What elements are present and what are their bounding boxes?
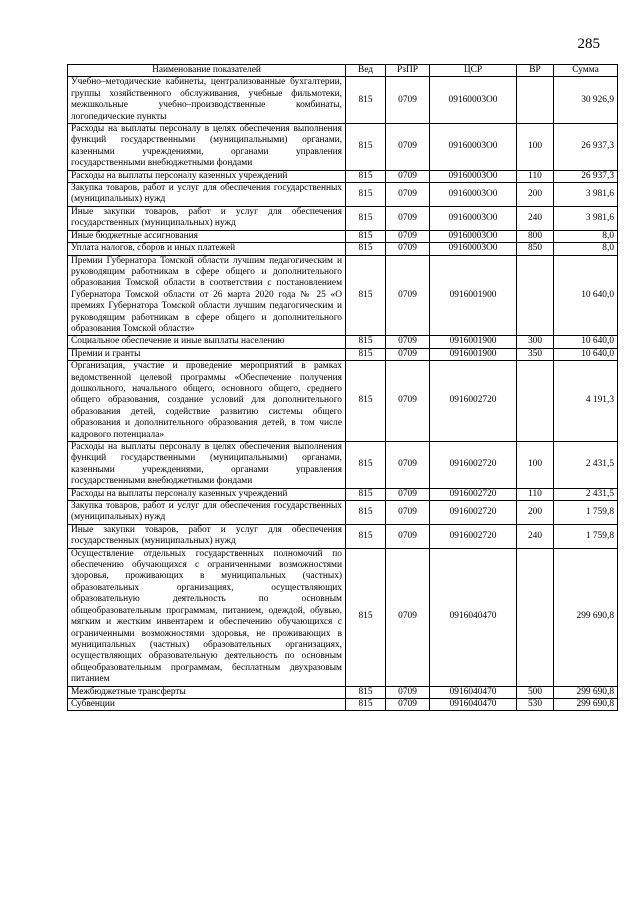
page-number: 285	[577, 36, 600, 52]
row-rzpr-cell: 0709	[386, 686, 430, 698]
table-row	[68, 230, 618, 242]
row-name-cell: Расходы на выплаты персоналу в целях обеспечения выполнения функций государственными (муниципальными) органами, казенными учреждениями, органами управления государственными внебюджетными фондами	[68, 442, 346, 489]
row-rzpr-cell: 0709	[386, 488, 430, 500]
table-row	[68, 548, 618, 686]
row-name-cell: Уплата налогов, сборов и иных платежей	[68, 243, 346, 255]
row-vr-cell: 200	[517, 183, 554, 207]
table-row	[68, 170, 618, 182]
row-ved-cell: 815	[346, 698, 386, 710]
row-sum-cell: 1 759,8	[554, 524, 618, 548]
row-rzpr-cell: 0709	[386, 124, 430, 171]
row-sum-cell: 30 926,9	[554, 77, 618, 124]
table-row	[68, 243, 618, 255]
row-ved-cell: 815	[346, 124, 386, 171]
row-rzpr-cell: 0709	[386, 230, 430, 242]
row-ved-cell: 815	[346, 243, 386, 255]
row-ved-cell: 815	[346, 336, 386, 348]
row-ved-cell: 815	[346, 442, 386, 489]
row-rzpr-cell: 0709	[386, 336, 430, 348]
row-name-cell: Иные бюджетные ассигнования	[68, 230, 346, 242]
row-name-cell: Субвенции	[68, 698, 346, 710]
row-vr-cell	[517, 255, 554, 336]
row-sum-cell: 1 759,8	[554, 501, 618, 525]
row-ved-cell: 815	[346, 206, 386, 230]
row-ved-cell: 815	[346, 170, 386, 182]
budget-table	[67, 64, 618, 711]
table-row	[68, 524, 618, 548]
row-ved-cell: 815	[346, 230, 386, 242]
header-csr: ЦСР	[430, 65, 517, 77]
row-vr-cell	[517, 361, 554, 442]
row-csr-cell: 0916040470	[430, 698, 517, 710]
row-rzpr-cell: 0709	[386, 698, 430, 710]
header-ved: Вед	[346, 65, 386, 77]
row-sum-cell: 3 981,6	[554, 183, 618, 207]
row-sum-cell: 10 640,0	[554, 255, 618, 336]
header-vr: ВР	[517, 65, 554, 77]
row-rzpr-cell: 0709	[386, 524, 430, 548]
row-name-cell: Расходы на выплаты персоналу в целях обеспечения выполнения функций государственными (муниципальными) органами, казенными учреждениями, органами управления государственными внебюджетными фондами	[68, 124, 346, 171]
row-csr-cell: 0916002720	[430, 501, 517, 525]
row-sum-cell: 2 431,5	[554, 488, 618, 500]
row-ved-cell: 815	[346, 361, 386, 442]
header-sum: Сумма	[554, 65, 618, 77]
row-vr-cell: 240	[517, 206, 554, 230]
table-row	[68, 361, 618, 442]
row-csr-cell: 09160003О0	[430, 124, 517, 171]
row-csr-cell: 09160003О0	[430, 77, 517, 124]
table-row	[68, 255, 618, 336]
table-row	[68, 698, 618, 710]
table-header-row	[68, 65, 618, 77]
row-vr-cell: 500	[517, 686, 554, 698]
table-row	[68, 501, 618, 525]
row-name-cell: Межбюджетные трансферты	[68, 686, 346, 698]
row-sum-cell: 2 431,5	[554, 442, 618, 489]
row-rzpr-cell: 0709	[386, 548, 430, 686]
row-rzpr-cell: 0709	[386, 361, 430, 442]
row-sum-cell: 26 937,3	[554, 170, 618, 182]
row-csr-cell: 0916001900	[430, 348, 517, 360]
row-vr-cell	[517, 548, 554, 686]
row-ved-cell: 815	[346, 77, 386, 124]
header-name: Наименование показателей	[68, 65, 346, 77]
row-csr-cell: 09160003О0	[430, 230, 517, 242]
row-ved-cell: 815	[346, 255, 386, 336]
row-vr-cell: 200	[517, 501, 554, 525]
row-name-cell: Иные закупки товаров, работ и услуг для обеспечения государственных (муниципальных) нужд	[68, 524, 346, 548]
row-rzpr-cell: 0709	[386, 348, 430, 360]
row-vr-cell: 350	[517, 348, 554, 360]
row-name-cell: Социальное обеспечение и иные выплаты населению	[68, 336, 346, 348]
row-name-cell: Закупка товаров, работ и услуг для обеспечения государственных (муниципальных) нужд	[68, 501, 346, 525]
header-rzpr: РзПР	[386, 65, 430, 77]
row-csr-cell: 09160003О0	[430, 206, 517, 230]
row-csr-cell: 0916002720	[430, 361, 517, 442]
row-sum-cell: 10 640,0	[554, 336, 618, 348]
row-sum-cell: 299 690,8	[554, 686, 618, 698]
row-rzpr-cell: 0709	[386, 183, 430, 207]
row-ved-cell: 815	[346, 488, 386, 500]
row-vr-cell	[517, 77, 554, 124]
row-name-cell: Учебно–методические кабинеты, централизованные бухгалтерии, группы хозяйственного обслуживания, учебные фильмотеки, межшкольные учебно–производственные комбинаты, логопедические пункты	[68, 77, 346, 124]
table-row	[68, 206, 618, 230]
row-ved-cell: 815	[346, 183, 386, 207]
row-name-cell: Иные закупки товаров, работ и услуг для обеспечения государственных (муниципальных) нужд	[68, 206, 346, 230]
row-sum-cell: 299 690,8	[554, 698, 618, 710]
row-name-cell: Расходы на выплаты персоналу казенных учреждений	[68, 488, 346, 500]
row-ved-cell: 815	[346, 501, 386, 525]
row-csr-cell: 09160003О0	[430, 243, 517, 255]
row-rzpr-cell: 0709	[386, 442, 430, 489]
row-name-cell: Премии и гранты	[68, 348, 346, 360]
row-ved-cell: 815	[346, 524, 386, 548]
row-csr-cell: 0916002720	[430, 442, 517, 489]
row-rzpr-cell: 0709	[386, 170, 430, 182]
row-vr-cell: 530	[517, 698, 554, 710]
table-row	[68, 488, 618, 500]
row-rzpr-cell: 0709	[386, 77, 430, 124]
row-vr-cell: 300	[517, 336, 554, 348]
row-vr-cell: 100	[517, 124, 554, 171]
row-sum-cell: 4 191,3	[554, 361, 618, 442]
row-sum-cell: 26 937,3	[554, 124, 618, 171]
row-rzpr-cell: 0709	[386, 501, 430, 525]
table-row	[68, 336, 618, 348]
row-rzpr-cell: 0709	[386, 243, 430, 255]
row-csr-cell: 0916002720	[430, 524, 517, 548]
row-sum-cell: 10 640,0	[554, 348, 618, 360]
table-row	[68, 348, 618, 360]
row-csr-cell: 09160003О0	[430, 170, 517, 182]
row-csr-cell: 0916040470	[430, 548, 517, 686]
row-ved-cell: 815	[346, 686, 386, 698]
row-csr-cell: 0916001900	[430, 255, 517, 336]
row-name-cell: Осуществление отдельных государственных полномочий по обеспечению обучающихся с ограниченными возможностями здоровья, проживающих в муниципальных (частных) образовательных организациях, осуществляющих образовательную деятельность по основным общеобразовательным программам, питанием, одеждой, обувью, мягким и жестким инвентарем и обеспечению обучающихся с ограниченными возможностями здоровья, не проживающих в муниципальных (частных) образовательных организациях, осуществляющих образовательную деятельность по основным общеобразовательным программам, бесплатным двухразовым питанием	[68, 548, 346, 686]
table-row	[68, 124, 618, 171]
row-name-cell: Закупка товаров, работ и услуг для обеспечения государственных (муниципальных) нужд	[68, 183, 346, 207]
table-row	[68, 686, 618, 698]
row-rzpr-cell: 0709	[386, 255, 430, 336]
row-sum-cell: 299 690,8	[554, 548, 618, 686]
row-vr-cell: 110	[517, 488, 554, 500]
row-vr-cell: 850	[517, 243, 554, 255]
table-row	[68, 77, 618, 124]
row-name-cell: Расходы на выплаты персоналу казенных учреждений	[68, 170, 346, 182]
row-vr-cell: 800	[517, 230, 554, 242]
row-sum-cell: 8,0	[554, 243, 618, 255]
row-csr-cell: 0916040470	[430, 686, 517, 698]
row-name-cell: Премии Губернатора Томской области лучшим педагогическим и руководящим работникам в сфере общего и дополнительного образования Томской области в соответствии с постановлением Губернатора Томской области от 26 марта 2020 года № 25 «О премиях Губернатора Томской области лучшим педагогическим и руководящим работникам в сфере общего и дополнительного образования Томской области»	[68, 255, 346, 336]
row-csr-cell: 0916002720	[430, 488, 517, 500]
row-sum-cell: 8,0	[554, 230, 618, 242]
row-vr-cell: 110	[517, 170, 554, 182]
row-sum-cell: 3 981,6	[554, 206, 618, 230]
row-vr-cell: 240	[517, 524, 554, 548]
table-row	[68, 442, 618, 489]
row-rzpr-cell: 0709	[386, 206, 430, 230]
row-csr-cell: 09160003О0	[430, 183, 517, 207]
row-name-cell: Организация, участие и проведение мероприятий в рамках ведомственной целевой программы «Обеспечение получения дошкольного, начального общего, основного общего, среднего общего образования, создание условий для дополнительного образования детей, содействие развитию системы общего образования и дополнительного образования детей, в том числе кадрового потенциала»	[68, 361, 346, 442]
table-row	[68, 183, 618, 207]
row-ved-cell: 815	[346, 348, 386, 360]
row-ved-cell: 815	[346, 548, 386, 686]
row-csr-cell: 0916001900	[430, 336, 517, 348]
row-vr-cell: 100	[517, 442, 554, 489]
